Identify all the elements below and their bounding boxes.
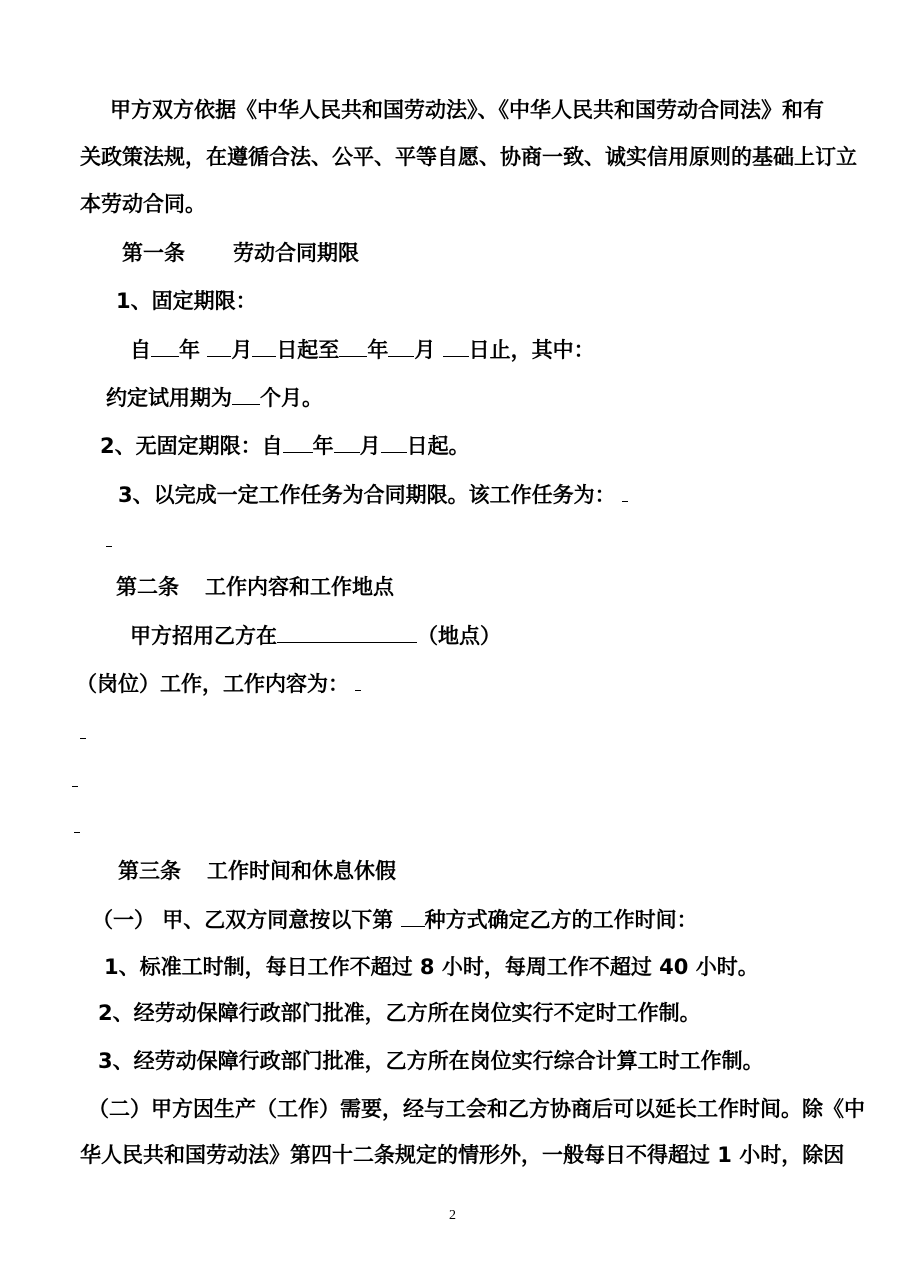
probation-months-blank[interactable] bbox=[232, 382, 260, 405]
location-blank[interactable] bbox=[277, 620, 417, 643]
employment-location-line bbox=[130, 620, 501, 651]
open-month-blank[interactable] bbox=[334, 430, 360, 453]
end-year-blank[interactable] bbox=[339, 334, 367, 357]
location-label: （地点） bbox=[417, 624, 501, 648]
blank-line-mark[interactable] bbox=[72, 786, 78, 787]
article-3-section-2-line-2: 华人民共和国劳动法》第四十二条规定的情形外，一般每日不得超过 1 小时，除因 bbox=[80, 1143, 845, 1167]
year-label: 年 bbox=[367, 338, 389, 362]
month-label: 月 bbox=[231, 338, 253, 362]
day-start-label: 日起至 bbox=[276, 338, 340, 362]
end-day-blank[interactable] bbox=[443, 334, 469, 357]
article-3-section-2-line-1: （二）甲方因生产（工作）需要，经与工会和乙方协商后可以延长工作时间。除《中 bbox=[88, 1097, 865, 1121]
article-2-heading bbox=[116, 572, 394, 602]
article-1-title: 劳动合同期限 bbox=[233, 241, 359, 265]
article-1-item-3 bbox=[118, 479, 628, 510]
intro-line-1: 甲方双方依据《中华人民共和国劳动法》、《中华人民共和国劳动合同法》和有 bbox=[110, 98, 824, 122]
year-label: 年 bbox=[179, 338, 200, 362]
article-1-number: 第一条 bbox=[122, 241, 185, 265]
article-3-section-1 bbox=[92, 904, 698, 935]
open-day-blank[interactable] bbox=[381, 430, 407, 453]
task-blank[interactable] bbox=[622, 479, 628, 502]
article-1-heading bbox=[122, 238, 359, 268]
blank-line-mark[interactable] bbox=[106, 546, 112, 547]
open-year-blank[interactable] bbox=[283, 430, 313, 453]
blank-line-mark[interactable] bbox=[74, 832, 80, 833]
intro-line-3: 本劳动合同。 bbox=[80, 192, 206, 216]
page-number: 2 bbox=[449, 1208, 456, 1223]
start-year-blank[interactable] bbox=[151, 334, 179, 357]
article-1-item-2 bbox=[100, 430, 470, 461]
section-1-prefix: （一） 甲、乙双方同意按以下第 bbox=[92, 908, 394, 932]
article-2-number: 第二条 bbox=[116, 575, 179, 599]
day-end-label: 日止，其中： bbox=[468, 338, 595, 362]
section-1-suffix: 种方式确定乙方的工作时间： bbox=[424, 908, 698, 932]
article-3-number: 第三条 bbox=[118, 859, 181, 883]
year-label: 年 bbox=[312, 434, 334, 458]
position-text: （岗位）工作，工作内容为： bbox=[76, 672, 349, 696]
fixed-term-dates bbox=[130, 334, 595, 365]
position-line bbox=[76, 668, 361, 699]
article-3-heading bbox=[118, 856, 396, 886]
probation-prefix: 约定试用期为 bbox=[106, 386, 232, 410]
employ-prefix: 甲方招用乙方在 bbox=[130, 624, 277, 648]
article-3-title: 工作时间和休息休假 bbox=[207, 859, 396, 883]
article-1-item-1: 1、固定期限： bbox=[116, 289, 257, 313]
work-hour-type-blank[interactable] bbox=[401, 904, 425, 927]
job-content-blank[interactable] bbox=[355, 668, 361, 691]
article-2-title: 工作内容和工作地点 bbox=[205, 575, 394, 599]
month-label: 月 bbox=[359, 434, 381, 458]
blank-line-mark[interactable] bbox=[80, 738, 86, 739]
work-hour-option-2: 2、经劳动保障行政部门批准，乙方所在岗位实行不定时工作制。 bbox=[98, 1001, 701, 1025]
work-hour-option-1: 1、标准工时制，每日工作不超过 8 小时，每周工作不超过 40 小时。 bbox=[104, 955, 759, 979]
month-label: 月 bbox=[414, 338, 436, 362]
probation-suffix: 个月。 bbox=[260, 386, 323, 410]
intro-line-2: 关政策法规，在遵循合法、公平、平等自愿、协商一致、诚实信用原则的基础上订立 bbox=[80, 145, 857, 169]
day-label: 日起。 bbox=[406, 434, 470, 458]
start-day-blank[interactable] bbox=[252, 334, 276, 357]
work-hour-option-3: 3、经劳动保障行政部门批准，乙方所在岗位实行综合计算工时工作制。 bbox=[98, 1049, 764, 1073]
open-term-prefix: 2、无固定期限：自 bbox=[100, 434, 283, 458]
from-label: 自 bbox=[130, 338, 151, 362]
end-month-blank[interactable] bbox=[388, 334, 414, 357]
start-month-blank[interactable] bbox=[207, 334, 231, 357]
probation-line bbox=[106, 382, 323, 413]
task-term-text: 3、以完成一定工作任务为合同期限。该工作任务为： bbox=[118, 483, 616, 507]
